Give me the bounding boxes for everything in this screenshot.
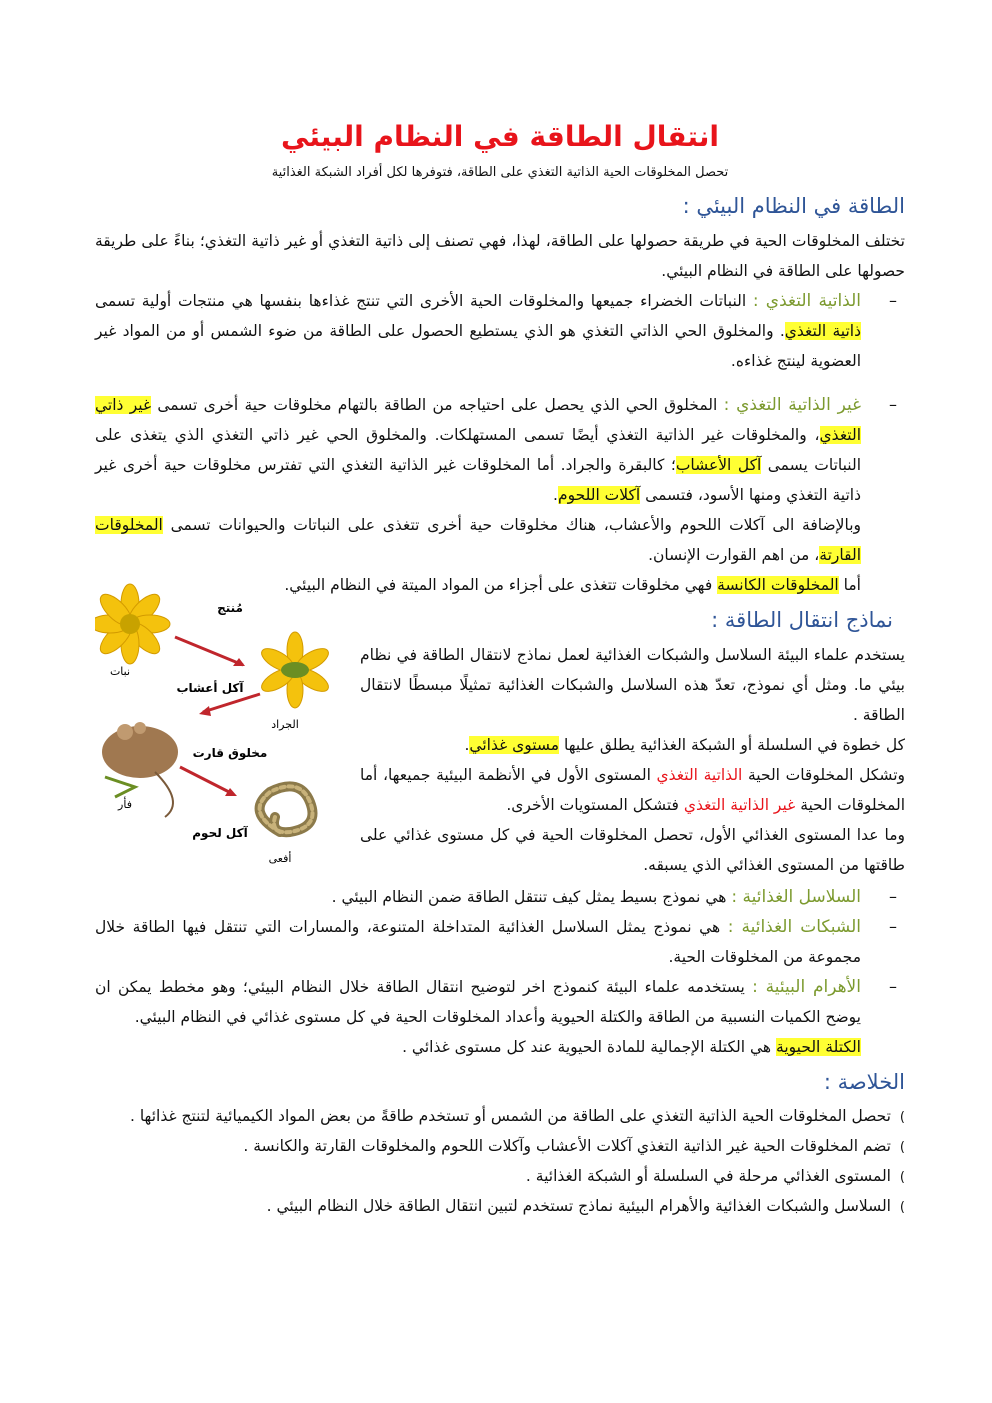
summary-item: )السلاسل والشبكات الغذائية والأهرام البيئية نماذج تستخدم لتبين انتقال الطاقة خلال النظام البيئي . bbox=[95, 1192, 905, 1222]
summary-item: )المستوى الغذائي مرحلة في السلسلة أو الشبكة الغذائية . bbox=[95, 1162, 905, 1192]
food-chain-item bbox=[95, 882, 905, 912]
heterotroph-text-6: ، من اهم القوارت الإنسان. bbox=[648, 546, 820, 564]
autotroph-term: الذاتية التغذي : bbox=[752, 291, 861, 311]
models-paragraph-1: يستخدم علماء البيئة السلاسل والشبكات الغذائية لعمل نماذج لانتقال الطاقة في نظام بيئي ما. ومثل أي نموذج، تعدّ هذه السلاسل والشبكات الغذائية تمثيلًا مبسطًا لانتقال الطاقة . bbox=[360, 646, 905, 724]
pyramid-text: يستخدمه علماء البيئة كنموذج اخر لتوضيح انتقال الطاقة خلال النظام البيئي؛ وهو مخطط يمكن ان يوضح الكميات النسبية من الطاقة والكتلة الحيوية وأعداد المخلوقات الحية في كل مستوى غذائي في النظام البيئي. bbox=[95, 978, 861, 1026]
autotroph-red: الذاتية التغذي bbox=[656, 766, 743, 784]
biomass-highlight: الكتلة الحيوية bbox=[776, 1038, 861, 1056]
models-paragraph-4: وما عدا المستوى الغذائي الأول، تحصل المخلوقات الحية في كل مستوى غذائي على طاقتها من المستوى الغذائي الذي يسبقه. bbox=[360, 826, 905, 874]
label-herbivore: آكل أعشاب bbox=[176, 681, 244, 695]
label-omnivore: مخلوق قارت bbox=[192, 746, 268, 760]
heterotroph-text-5: وبالإضافة الى آكلات اللحوم والأعشاب، هناك مخلوقات حية أخرى تتغذى على النباتات والحيوانات تسمى bbox=[162, 516, 861, 534]
summary-heading: الخلاصة : bbox=[823, 1070, 905, 1094]
summary-section bbox=[95, 1068, 905, 1222]
pyramid-term: الأهرام البيئية : bbox=[752, 977, 861, 997]
label-plant: نبات bbox=[109, 665, 131, 678]
models-list bbox=[95, 882, 905, 1062]
arrow-3 bbox=[180, 767, 233, 794]
mouse-image bbox=[102, 722, 178, 817]
checkbox-icon: ) bbox=[899, 1170, 905, 1185]
summary-item: )تحصل المخلوقات الحية الذاتية التغذي على الطاقة من الشمس أو تستخدم طاقةً من بعض المواد الكيميائية لتنتج غذائها . bbox=[95, 1102, 905, 1132]
omnivore-highlight: المخلوقات القارتة bbox=[95, 516, 861, 564]
heterotroph-text-2: ، والمخلوقات غير الذاتية التغذي أيضًا تسمى المستهلكات. والمخلوق الحي غير ذاتي التغذي الذي يتغذى على النباتات يسمى bbox=[95, 426, 861, 474]
heterotroph-text-1: المخلوق الحي الذي يحصل على احتياجه من الطاقة بالتهام مخلوقات حية أخرى تسمى bbox=[151, 396, 724, 414]
section-energy-heading: الطاقة في النظام البيئي : bbox=[682, 194, 905, 218]
food-web-term: الشبكات الغذائية : bbox=[727, 917, 862, 937]
checkbox-icon: ) bbox=[899, 1200, 905, 1215]
autotroph-item bbox=[95, 286, 905, 376]
heterotroph-text-4: . bbox=[553, 486, 558, 504]
food-chain-text: هي نموذج بسيط يمثل كيف تنتقل الطاقة ضمن النظام البيئي . bbox=[331, 888, 732, 906]
page-subtitle: تحصل المخلوقات الحية الذاتية التغذي على الطاقة، فتوفرها لكل أفراد الشبكة الغذائية bbox=[271, 165, 729, 180]
food-web-item bbox=[95, 912, 905, 972]
heterotroph-highlight-1: غير ذاتي التغذي bbox=[95, 396, 861, 444]
trophic-level-highlight: مستوى غذائي bbox=[469, 736, 560, 754]
food-chain-diagram bbox=[95, 582, 360, 882]
models-text bbox=[360, 600, 905, 880]
heterotroph-term: غير الذاتية التغذي : bbox=[723, 395, 861, 415]
models-section bbox=[95, 600, 905, 882]
document-page bbox=[95, 118, 905, 1222]
heterotroph-text-8: فهي مخلوقات تتغذى على أجزاء من المواد الميتة في النظام البيئي. bbox=[284, 576, 718, 594]
models-paragraph-2: كل خطوة في السلسلة أو الشبكة الغذائية يطلق عليها مستوى غذائي. bbox=[464, 736, 905, 754]
models-paragraph-3: وتشكل المخلوقات الحية الذاتية التغذي المستوى الأول في الأنظمة البيئية جميعها، أما المخلوقات الحية غير الذاتية التغذي فتشكل المستويات الأخرى. bbox=[360, 766, 905, 814]
food-web-text: هي نموذج يمثل السلاسل الغذائية المتداخلة المتنوعة، والمسارات التي تنتقل فيها الطاقة خلال مجموعة من المخلوقات الحية. bbox=[95, 918, 861, 966]
autotroph-text-b: . والمخلوق الحي الذاتي التغذي هو الذي يستطيع الحصول على الطاقة من ضوء الشمس أو من المواد غير العضوية لينتج غذاءه. bbox=[95, 322, 861, 370]
label-grasshopper: الجراد bbox=[271, 718, 299, 731]
herbivore-highlight: آكل الأعشاب bbox=[675, 456, 762, 474]
page-title: انتقال الطاقة في النظام البيئي bbox=[281, 120, 719, 153]
heterotroph-text-3: ؛ كالبقرة والجراد. أما المخلوقات غير الذاتية التغذي التي تفترس مخلوقات حية أخرى غير ذاتية التغذي ومنها الأسود، فتسمى bbox=[95, 456, 861, 504]
heterotroph-item bbox=[95, 390, 905, 600]
scavenger-highlight: المخلوقات الكانسة bbox=[717, 576, 839, 594]
biomass-text: هي الكتلة الإجمالية للمادة الحيوية عند كل مستوى غذائي . bbox=[402, 1038, 777, 1056]
arrow-1 bbox=[175, 637, 243, 665]
sunflower-image bbox=[95, 584, 170, 664]
section-energy-intro: تختلف المخلوقات الحية في طريقة حصولها على الطاقة، لهذا، فهي تصنف إلى ذاتية التغذي أو غير ذاتية التغذي؛ بناءً على طريقة حصولها على الطاقة في النظام البيئي. bbox=[95, 232, 905, 280]
summary-item: )تضم المخلوقات الحية غير الذاتية التغذي آكلات الأعشاب وآكلات اللحوم والمخلوقات القارتة والكانسة . bbox=[95, 1132, 905, 1162]
label-snake: أفعى bbox=[268, 852, 292, 865]
snake-image bbox=[260, 786, 313, 832]
pyramid-item bbox=[95, 972, 905, 1062]
section-models-heading: نماذج انتقال الطاقة : bbox=[711, 608, 893, 632]
trophic-types-list bbox=[95, 286, 905, 600]
label-mouse: فأر bbox=[118, 798, 132, 811]
heterotroph-red: غير الذاتية التغذي bbox=[683, 796, 796, 814]
autotroph-highlight: ذاتية التغذي bbox=[784, 322, 861, 340]
checkbox-icon: ) bbox=[899, 1110, 905, 1125]
arrow-2 bbox=[203, 694, 260, 712]
grasshopper-image bbox=[258, 632, 332, 708]
carnivore-highlight: آكلات اللحوم bbox=[557, 486, 641, 504]
food-chain-svg bbox=[95, 582, 360, 882]
heterotroph-text-7: أما bbox=[838, 576, 861, 594]
label-producer: مُنتج bbox=[217, 601, 243, 615]
label-carnivore: آكل لحوم bbox=[192, 826, 248, 840]
checkbox-icon: ) bbox=[899, 1140, 905, 1155]
autotroph-text-a: النباتات الخضراء جميعها والمخلوقات الحية الأخرى التي تنتج غذاءها بنفسها هي منتجات أولية تسمى bbox=[95, 292, 753, 310]
food-chain-term: السلاسل الغذائية : bbox=[731, 887, 861, 907]
